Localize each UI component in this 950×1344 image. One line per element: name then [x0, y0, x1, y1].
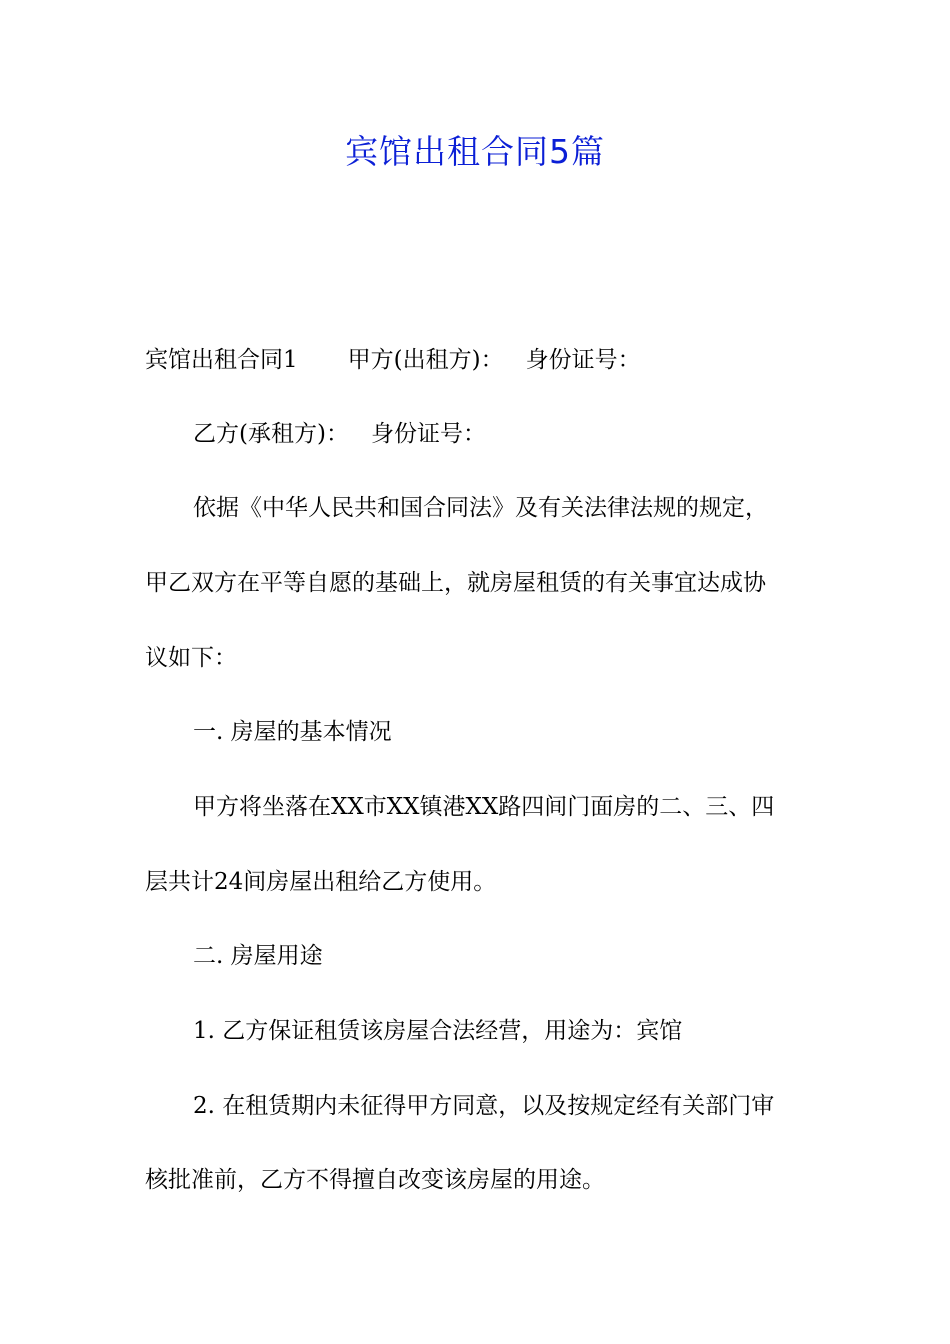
party-b-id-label: 身份证号：	[370, 421, 486, 447]
party-b-line	[193, 414, 810, 454]
clause-line: 核批准前，乙方不得擅自改变该房屋的用途。	[145, 1167, 605, 1193]
contract-number: 宾馆出租合同1	[145, 347, 298, 373]
section-heading: 二. 房屋用途	[193, 943, 323, 969]
paragraph-line: 依据《中华人民共和国合同法》及有关法律法规的规定，	[193, 495, 768, 521]
party-a-id-label: 身份证号：	[525, 347, 641, 373]
contract-header-line	[145, 340, 810, 380]
clause-line: 2. 在租赁期内未征得甲方同意，以及按规定经有关部门审	[193, 1093, 775, 1119]
party-b-label: 乙方(承租方)：	[193, 421, 349, 447]
paragraph-line: 甲方将坐落在XX市XX镇港XX路四间门面房的二、三、四	[193, 794, 775, 820]
document-title: 宾馆出租合同5篇	[345, 132, 605, 171]
clause-line: 1. 乙方保证租赁该房屋合法经营，用途为：宾馆	[193, 1018, 683, 1044]
party-a-label: 甲方(出租方)：	[347, 347, 504, 373]
paragraph-line: 层共计24间房屋出租给乙方使用。	[145, 869, 497, 895]
section-heading: 一. 房屋的基本情况	[193, 719, 392, 745]
paragraph-line: 议如下：	[145, 645, 237, 671]
paragraph-line: 甲乙双方在平等自愿的基础上，就房屋租赁的有关事宜达成协	[145, 570, 766, 596]
